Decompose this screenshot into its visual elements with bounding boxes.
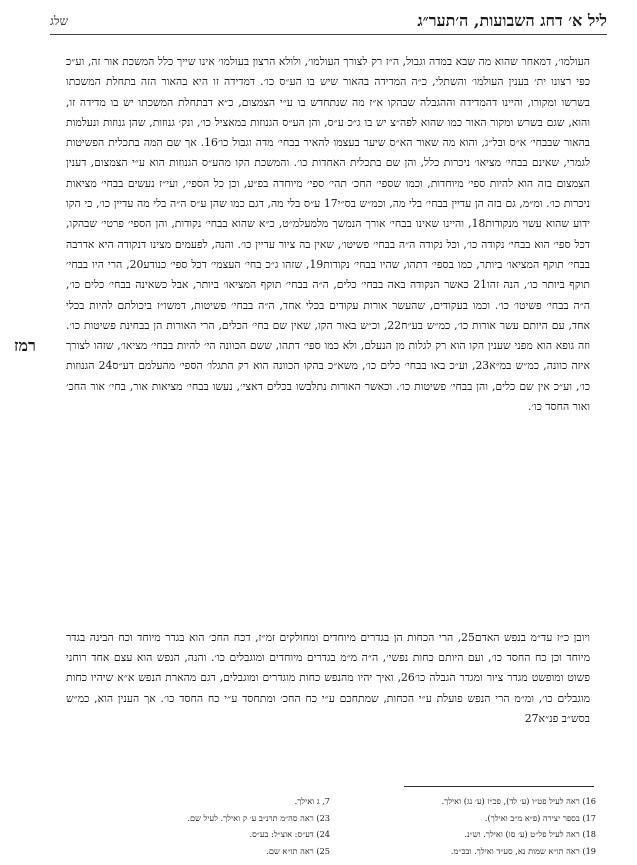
footnote: 23) ראה סה״מ תרנ״ב ע׳ ק ואילך. לעיל שם.	[187, 812, 330, 823]
paragraph-1-text: העולמו׳, דמאחר שהוא מה שבא במדה וגבול, ה״ז רק לצורך העולמו׳, ולולא הרצון בעולמו׳ אינו שייך כלל המשכת אור זה, וע״כ כפי רצונו ית׳ בענין העולמו׳ והשתלי, כ״ה המדידה בהאור שיש בו הע״ס כו׳. דמדידה זו היא בהאור הזה בתחלת המשכתו בשרשו ומקורו, והיינו דהמדידה וההגבלה שבהקו א״ז מה שנתחדש בו ע״י הצמצום, כ״א דבתחלת המשכתו יש בו מדידה זו, והוא, שגם בשרש ומקור האור כמו שהוא לפה״צ יש בו ג״כ ע״ס, והן הע״ס הגנוזות במאציל כו׳, ונק׳ גנוזות, שהן גנוזות ונעלמות בהאור שבבחי׳ א״ס ובל״ג, והוא מה שאור הא״ס שיער בעצמו להאיר בבחי׳ מדה וגבול כו׳16. אך שם המה בתכלית הפשיטות לגמרי, שאינם בבחי׳ מציאו׳ ניכרות כלל, והן שם בתכלית האחדות כו׳. והמשכת הקו מהע״ס הגנוזות הוא ע״י הצמצום, דענין הצמצום בזה הוא להיות ספי׳ מיוחדות, וכמו שספי׳ החכ׳ תהי׳ ספי׳ מיוחדה בפ״ע, וכן כל הספי׳, ועי״ז נעשים בבחי׳ מציאות ניכרות כו׳. ומ״מ, גם בזה הן עדיין בבחי׳ בלי מה, וכמ״ש בס״י17 ע״ס בלי מה, דגם כמו שהן ע״ס ה״ה בלי מה עדיין כו׳, כי הקו ידוע שהוא עשוי מנקודות18, והיינו שאינו בבחי׳ אורך הנמשך מלמעלמ״ט, כ״א שהוא בבחי׳ נקודות, והן הספי׳ פרטי׳ שבהקו, דכל ספי׳ הוא בבחי׳ נקודה כו׳, וכל נקודה ה״ה בבחי׳ פשיטו׳, שאין בה ציור עדיין כו׳. והנה, לפעמים מצינו דנקודה היא אדרבה בבחי׳ תוקף המציאו׳ ביותר, כמו בספי׳ דתהו, שהיו בבחי׳ נקודות19, שזהו ג״כ בחי׳ העצמי׳ דכל ספי׳ כנודע20, הרי היו בבחי׳ תוקף ביותר כו׳, הנה זהו21 כאשר הנקודה באה בבחי׳ כלים, ה״ה בבחי׳ תוקף המציאו׳ ביותר, אבל כשאינה בבחי׳ כלים כו׳, ה״ה בבחי׳ פשיטו׳ כו׳. וכמו בעקודים, שהעשר אורות עקודים בכלי אחד, ה״ה בבחי׳ פשיטות, דמשו״ז ביכולתם להיות בכלי אחד, עם היותם עשר אורות כו׳, כמ״ש בע״ח22, וכ״ש באור הקו, שאין שם בחי׳ הכלים, הרי האורות הן בבחינת פשיטות כו׳. וזה גופא הוא מפני שענין הקו הוא רק לגלות מן הנעלם, ולא כמו ספי׳ דתהו, ששם הכוונה הי׳ להיות בבחי׳ מציאו׳, שזהו לצורך איזה כוונה, כמ״ש במ״א23, וע״כ באו בבחי׳ כלים כו׳, משא״כ בהקו הכוונה הוא רק התגלו׳ הספי׳ מהעלמם דע״ס24 הגנוזות כו׳, וע״כ אין שם כלים, והן בבחי׳ פשיטות כו׳. וכאשר האורות נתלבשו בכלים דאצי׳, נעשו בבחי׳ מציאות אור, בחי׳ אור החכ׳ ואור החסד כו׳.	[66, 55, 590, 414]
footnotes	[96, 794, 596, 858]
footnote: 7, ג ואילך.	[294, 796, 330, 806]
body-paragraph-1	[66, 52, 590, 417]
footnote: 24) דע״ס: אוצ״ל: בע״ס.	[249, 829, 330, 840]
body-paragraph-2	[66, 617, 590, 740]
running-title: ליל א׳ דחג השבועות, ה׳תער״ג	[417, 11, 607, 30]
footnote: 16) ראה לעיל פט״ו (ע׳ לד), פכ״ז (ע׳ נג) ואילך.	[441, 796, 596, 806]
page-number: שלג	[50, 13, 69, 28]
margin-note: רמז	[14, 336, 36, 355]
page-header	[50, 8, 607, 35]
footnote: 18) ראה לעיל פל״ט (ע׳ סו) ואילך. וש״נ.	[464, 829, 596, 840]
paragraph-2-text: ויובן כ״ז עד״מ בנפש האדם25, הרי הכחות הן בגדרים מיוחדים ומחולקים זמ״ז, דכח החכ׳ הוא בגדר מיוחד וכח הבינה בגדר מיוחד וכן כח החסד כו׳, ועם היותם כחות נפשי׳, ה״ה מ״מ בגדרים מיוחדים ומוגבלים כו׳. והנה, הנפש הוא עצם אחד רוחני פשוט ומופשט מגדר ציור ומגדר הגבלה כו׳26, ואיך יהיו מהנפש כחות מוגדרים ומוגבלים, דגם מהארת הנפש א״א שיהיו כחות מוגבלים כו׳, ומ״מ הרי הנפש פועלת ע״י הכחות, שמתחכם ע״י כח החכ׳ ומתחסד ע״י כח החסד כו׳. אך הענין הוא, כמ״ש בסש״ב פנ״א27	[66, 630, 591, 725]
footnote-separator	[404, 786, 594, 787]
footnote: 25) ראה תו״א שם.	[266, 845, 330, 856]
footnote: 19) ראה תו״א שמות נא, סע״ד ואילך. ובכ״מ.	[450, 845, 596, 856]
footnote: 17) בספר יצירה (פ״א מ״ב ואילך).	[484, 812, 596, 823]
